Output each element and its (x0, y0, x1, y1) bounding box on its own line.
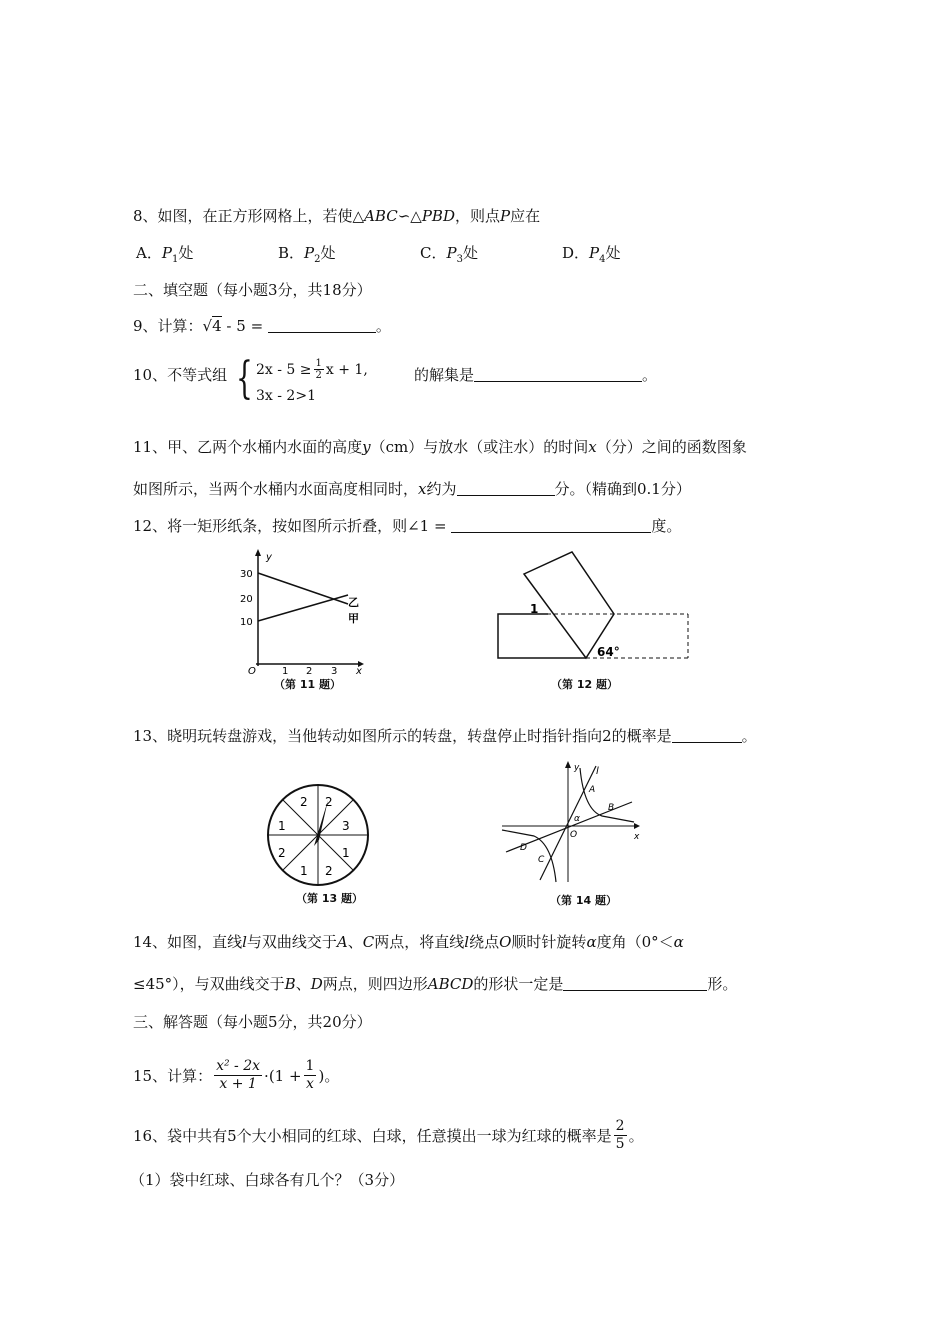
question-8: 8、如图，在正方形网格上，若使△ABC∽△PBD，则点P应在 (133, 207, 541, 225)
sector-label: 3 (342, 819, 350, 833)
sector-label: 1 (300, 864, 308, 878)
option-d: D．$P_4$处 (562, 244, 621, 265)
label-y: y (574, 763, 580, 773)
sector-label: 2 (300, 795, 308, 809)
sector-label: 2 (278, 846, 286, 860)
angle-1-label: 1 (530, 602, 539, 616)
origin-label: O (248, 666, 256, 676)
answer-blank-10[interactable] (474, 367, 642, 382)
x-tick-1: 1 (282, 666, 289, 676)
inequality-2: 3x - 2>1 (256, 388, 316, 404)
fraction-2-5: $\frac{2}{5}$ (615, 1118, 625, 1152)
sector-label: 2 (325, 864, 333, 878)
sector-label: 2 (325, 795, 333, 809)
label-o: O (570, 830, 578, 840)
question-9: 9、计算：√4 - 5 = 。 (133, 317, 391, 335)
hyperbola-branch-1 (580, 768, 634, 822)
answer-blank-13[interactable] (672, 728, 742, 743)
question-14-line-1: 14、如图，直线l与双曲线交于A、C两点，将直线l绕点O顺时针旋转α度角（0°＜α (133, 933, 684, 951)
label-d: D (520, 843, 527, 853)
y-tick-10: 10 (240, 617, 253, 628)
question-10-prefix: 10、不等式组 (133, 366, 228, 384)
x-axis-arrow (634, 823, 640, 829)
label-x: x (634, 832, 640, 842)
question-10-suffix: 的解集是 。 (414, 366, 658, 384)
inequality-system (236, 353, 416, 408)
label-c: C (538, 855, 545, 865)
label-a: A (589, 785, 596, 795)
fraction-2: $\frac{1}{x}$ (305, 1058, 315, 1092)
label-yi: 乙 (348, 596, 359, 609)
option-b: B．$P_2$处 (278, 244, 336, 265)
x-tick-2: 2 (306, 666, 313, 676)
figure-14-caption: （第 14 题） (550, 894, 617, 907)
option-c: C．$P_3$处 (420, 244, 478, 265)
fraction-1: $\frac{\text{x² - 2x}}{x + 1}$ (216, 1058, 261, 1092)
option-a: A．$P_1$处 (136, 244, 194, 265)
question-11-line-1: 11、甲、乙两个水桶内水面的高度y（cm）与放水（或注水）的时间x（分）之间的函数图象 (133, 438, 747, 456)
figure-13-spinner (262, 782, 374, 892)
x-axis-label: x (356, 666, 362, 676)
answer-blank-11[interactable] (457, 481, 555, 496)
question-8-options (136, 243, 621, 270)
brace: { (236, 353, 253, 404)
strip-left-part (498, 614, 586, 658)
y-tick-30: 30 (240, 569, 253, 580)
y-axis-arrow (255, 549, 261, 556)
label-alpha: α (574, 814, 580, 824)
figure-12-caption: （第 12 题） (551, 678, 618, 691)
figure-11-caption: （第 11 题） (274, 678, 341, 691)
hyperbola-branch-2 (502, 830, 556, 882)
question-16: 16、袋中共有5个大小相同的红球、白球，任意摸出一球为红球的概率是 $\frac{2}{5}$ 。 (133, 1118, 644, 1152)
question-11-line-2: 如图所示，当两个水桶内水面高度相同时，x约为 分。（精确到0.1分） (133, 480, 691, 498)
figure-11-graph (236, 546, 366, 676)
figure-12-fold (494, 546, 694, 666)
x-tick-3: 3 (331, 666, 338, 676)
question-15: 15、计算： $\frac{\text{x² - 2x}}{x + 1}$ ·(1 + $\frac{1}{x}$ ) 。 (133, 1058, 340, 1092)
sector-label: 1 (278, 819, 286, 833)
y-axis-arrow (565, 761, 571, 768)
angle-64-label: 64° (597, 645, 620, 659)
section-2-heading: 二、填空题（每小题3分，共18分） (133, 281, 372, 299)
label-b: B (608, 803, 615, 813)
label-l: l (596, 766, 599, 777)
section-3-heading: 三、解答题（每小题5分，共20分） (133, 1013, 372, 1031)
y-axis-label: y (266, 552, 272, 563)
figure-13-caption: （第 13 题） (296, 892, 363, 905)
question-16-part-1: （1）袋中红球、白球各有几个？（3分） (130, 1171, 405, 1189)
label-jia: 甲 (348, 612, 359, 625)
line-yi (258, 595, 348, 621)
sqrt-sign: √ (202, 317, 213, 335)
y-tick-20: 20 (240, 594, 253, 605)
figure-14-graph (498, 758, 644, 884)
question-12: 12、将一矩形纸条，按如图所示折叠，则∠1 = 度。 (133, 517, 682, 535)
answer-blank-9[interactable] (268, 318, 376, 333)
sector-label: 1 (342, 846, 350, 860)
inequality-1: 2x - 5 ≥ $\frac{1}{2}$ x + 1, (256, 358, 368, 381)
question-14-line-2: ≤45°），与双曲线交于B、D两点，则四边形ABCD的形状一定是 形。 (133, 975, 738, 993)
answer-blank-12[interactable] (451, 518, 651, 533)
answer-blank-14[interactable] (563, 976, 707, 991)
question-13: 13、晓明玩转盘游戏，当他转动如图所示的转盘，转盘停止时指针指向2的概率是 。 (133, 727, 757, 745)
